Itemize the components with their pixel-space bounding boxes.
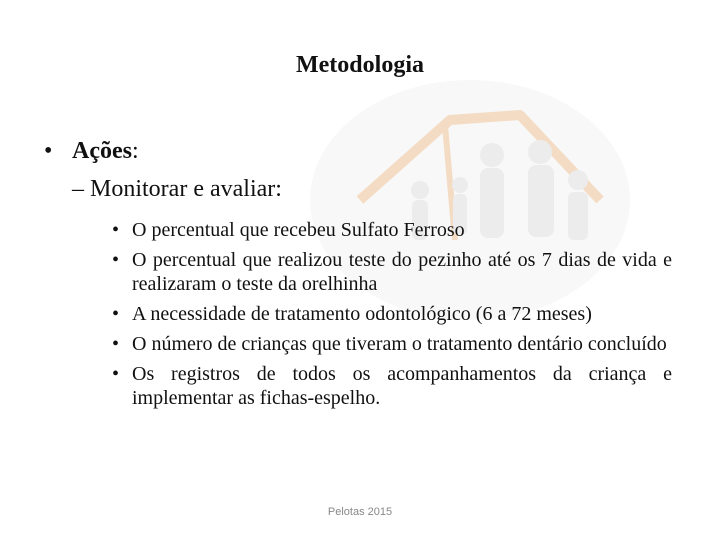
level1-label: Ações	[72, 138, 132, 164]
list-item-text: O número de crianças que tiveram o tratamento dentário concluído	[132, 333, 667, 355]
list-bullet: •	[112, 333, 120, 355]
list-item	[112, 362, 672, 410]
level1-suffix: :	[131, 138, 139, 164]
level1-bullet: •	[44, 138, 53, 164]
level1-text	[72, 138, 139, 165]
list-item-text: O percentual que realizou teste do pezinho até os 7 dias de vida e realizaram o teste da orelhinha	[132, 249, 672, 295]
slide-footer: Pelotas 2015	[327, 506, 393, 518]
list-bullet: •	[112, 363, 120, 385]
list-item-text: O percentual que recebeu Sulfato Ferroso	[132, 219, 465, 241]
slide-title: Metodologia	[296, 52, 424, 78]
list-bullet: •	[112, 249, 120, 271]
list-item-text: A necessidade de tratamento odontológico (6 a 72 meses)	[132, 303, 592, 325]
list-item	[112, 218, 672, 242]
level2-item: – Monitorar e avaliar:	[72, 176, 282, 202]
list-item	[112, 248, 672, 296]
list-item-text: Os registros de todos os acompanhamentos da criança e implementar as fichas-espelho.	[132, 363, 672, 409]
list-bullet: •	[112, 219, 120, 241]
list-item	[112, 302, 672, 326]
list-bullet: •	[112, 303, 120, 325]
level3-list	[112, 218, 672, 416]
list-item	[112, 332, 672, 356]
